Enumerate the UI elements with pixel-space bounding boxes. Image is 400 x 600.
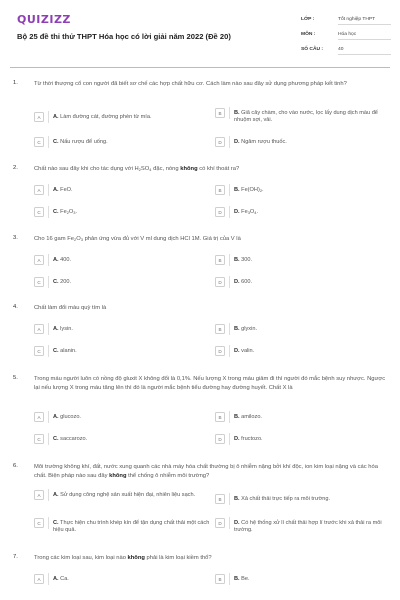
option-value-mid: O bbox=[249, 208, 255, 215]
header bbox=[0, 0, 400, 66]
question-text-part: Môi trường không khí, đất, nước xung quanh các nhà máy hóa chất thường bị ô nhiễm nặng bởi khí độc, ion kim loại nặng và các hóa chất. Biện pháp nào sau đây bbox=[34, 464, 378, 479]
option-d[interactable] bbox=[215, 434, 390, 445]
question-text bbox=[34, 304, 386, 313]
quizizz-logo: QUIZIZZ bbox=[17, 13, 71, 26]
option-separator bbox=[229, 184, 230, 196]
option-value: Ca. bbox=[60, 575, 69, 582]
option-text bbox=[234, 494, 330, 503]
header-divider bbox=[10, 67, 390, 68]
question-number: 4. bbox=[13, 304, 18, 310]
option-label: D. bbox=[234, 435, 240, 442]
option-d[interactable] bbox=[215, 518, 390, 534]
option-d[interactable] bbox=[215, 277, 390, 288]
option-text bbox=[53, 324, 73, 333]
option-value: Làm đường cát, đường phèn từ mía. bbox=[60, 113, 152, 120]
option-text bbox=[234, 434, 263, 443]
option-letter-box: B bbox=[215, 185, 225, 195]
option-value: FeO. bbox=[60, 186, 73, 193]
option-separator bbox=[229, 206, 230, 218]
question-text bbox=[34, 80, 386, 89]
option-b[interactable] bbox=[215, 185, 390, 196]
option-c[interactable] bbox=[34, 518, 214, 534]
meta-row-subject bbox=[301, 27, 391, 42]
option-text bbox=[234, 277, 252, 286]
option-value: Giã cây chàm, cho vào nước, lọc lấy dung dịch màu để nhuộm sợi, vải. bbox=[234, 109, 378, 123]
emphasis: không bbox=[109, 472, 127, 479]
option-separator bbox=[48, 573, 49, 585]
option-text bbox=[234, 346, 254, 355]
option-letter-box: A bbox=[34, 574, 44, 584]
page-title: Bộ 25 đề thi thử THPT Hóa học có lời giải năm 2022 (Đề 20) bbox=[17, 32, 231, 41]
question-text bbox=[34, 235, 386, 244]
subscript: 2 bbox=[66, 209, 69, 215]
meta-value: Tốt nghiệp THPT bbox=[338, 14, 391, 25]
question-text-part: đặc, nóng bbox=[151, 166, 181, 172]
option-value: saccarozo. bbox=[60, 435, 88, 442]
option-letter-box: A bbox=[34, 255, 44, 265]
option-text bbox=[234, 518, 390, 534]
option-separator bbox=[229, 136, 230, 148]
question-text-part: Chất nào sau đây khi cho tác dụng với H bbox=[34, 166, 139, 172]
option-text bbox=[53, 346, 77, 355]
option-separator bbox=[48, 206, 49, 218]
option-value: Xả chất thải trực tiếp ra môi trường. bbox=[241, 495, 331, 502]
option-separator bbox=[48, 433, 49, 445]
question-number: 3. bbox=[13, 235, 18, 241]
option-text bbox=[53, 255, 71, 264]
option-a[interactable] bbox=[34, 490, 214, 501]
option-value: Be. bbox=[241, 575, 250, 582]
option-text bbox=[234, 574, 250, 583]
option-text bbox=[53, 185, 73, 194]
option-text bbox=[234, 324, 257, 333]
option-c[interactable] bbox=[34, 346, 184, 357]
emphasis: không bbox=[180, 166, 198, 172]
option-b[interactable] bbox=[215, 494, 390, 505]
meta-row-count bbox=[301, 42, 391, 57]
option-c[interactable] bbox=[34, 434, 184, 445]
option-text bbox=[53, 207, 77, 216]
option-value: glyxin. bbox=[241, 325, 258, 332]
option-separator bbox=[229, 411, 230, 423]
option-letter-box: A bbox=[34, 412, 44, 422]
option-label: A. bbox=[53, 491, 59, 498]
option-letter-box: B bbox=[215, 412, 225, 422]
subscript: 3 bbox=[80, 237, 83, 242]
option-d[interactable] bbox=[215, 346, 390, 357]
option-label: C. bbox=[53, 138, 59, 145]
option-separator bbox=[229, 107, 230, 119]
option-label: C. bbox=[53, 278, 59, 285]
option-separator bbox=[48, 323, 49, 335]
option-value: glucozo. bbox=[60, 413, 81, 420]
option-label: A. bbox=[53, 186, 59, 193]
option-label: D. bbox=[234, 278, 240, 285]
option-letter-box: A bbox=[34, 324, 44, 334]
question-text-part: SO bbox=[140, 166, 150, 172]
option-label: A. bbox=[53, 113, 59, 120]
question-number: 1. bbox=[13, 80, 18, 86]
option-a[interactable] bbox=[34, 255, 184, 266]
option-b[interactable] bbox=[215, 255, 390, 266]
option-letter-box: D bbox=[215, 346, 225, 356]
option-separator bbox=[229, 345, 230, 357]
option-d[interactable] bbox=[215, 207, 390, 218]
option-label: B. bbox=[234, 186, 240, 193]
option-value: valin. bbox=[241, 347, 255, 354]
option-text bbox=[53, 434, 87, 443]
option-letter-box: D bbox=[215, 277, 225, 287]
option-label: D. bbox=[234, 519, 240, 526]
option-text bbox=[53, 518, 214, 534]
option-a[interactable] bbox=[34, 185, 184, 196]
subscript: 2 bbox=[138, 167, 141, 172]
option-separator bbox=[48, 136, 49, 148]
option-text bbox=[234, 207, 258, 216]
option-separator bbox=[229, 573, 230, 585]
question-text-part: O bbox=[76, 236, 81, 242]
option-value: Nấu rượu để uống. bbox=[60, 138, 108, 145]
option-label: C. bbox=[53, 347, 59, 354]
option-value: 600. bbox=[241, 278, 253, 285]
option-c[interactable] bbox=[34, 207, 184, 218]
question-text-part: thể chống ô nhiễm môi trường? bbox=[126, 472, 210, 479]
option-separator bbox=[48, 276, 49, 288]
option-label: D. bbox=[234, 138, 240, 145]
option-value: amilozo. bbox=[241, 413, 262, 420]
option-letter-box: A bbox=[34, 490, 44, 500]
option-separator bbox=[48, 489, 49, 501]
option-separator bbox=[48, 111, 49, 123]
emphasis: không bbox=[127, 555, 145, 561]
option-value: Fe bbox=[241, 208, 248, 215]
option-value: alanin. bbox=[60, 347, 77, 354]
option-value: lysin. bbox=[60, 325, 73, 332]
option-separator bbox=[229, 433, 230, 445]
option-value-tail: . bbox=[75, 208, 78, 215]
option-letter-box: B bbox=[215, 108, 225, 118]
option-letter-box: B bbox=[215, 255, 225, 265]
option-label: D. bbox=[234, 208, 240, 215]
option-label: B. bbox=[234, 495, 240, 502]
question-text-part: Cho 16 gam Fe bbox=[34, 236, 74, 242]
question-text-part: phải là kim loại kiềm thổ? bbox=[144, 555, 212, 561]
option-text bbox=[53, 137, 108, 146]
option-label: C. bbox=[53, 435, 59, 442]
question-text-part: Chất làm đổi màu quỳ tím là bbox=[34, 305, 107, 311]
option-separator bbox=[48, 345, 49, 357]
subscript: 4 bbox=[254, 209, 257, 215]
question-text-part: phản ứng vừa đủ với V ml dung dịch HCl 1M. Giá trị của V là bbox=[82, 236, 241, 242]
option-text bbox=[53, 112, 152, 121]
option-b[interactable] bbox=[215, 108, 390, 124]
option-separator bbox=[229, 517, 230, 529]
option-letter-box: B bbox=[215, 494, 225, 504]
option-value: Có hệ thống xử lí chất thải hợp lí trước khi xả thải ra môi trường. bbox=[234, 519, 382, 533]
option-b[interactable] bbox=[215, 324, 390, 335]
option-value: Fe bbox=[60, 208, 67, 215]
question-text-part: Từ thời thượng cổ con người đã biết sơ chế các hợp chất hữu cơ. Cách làm nào sau đây sử dụng phương pháp kết tinh? bbox=[34, 81, 347, 87]
option-value: 400. bbox=[60, 256, 72, 263]
question-number: 7. bbox=[13, 554, 18, 560]
option-value: Sử dụng công nghệ sản xuất hiện đại, nhiên liệu sạch. bbox=[60, 491, 196, 498]
option-a[interactable] bbox=[34, 574, 184, 585]
question-text-part: Trong các kim loại sau, kim loại nào bbox=[34, 555, 128, 561]
option-separator bbox=[48, 517, 49, 529]
option-text bbox=[234, 412, 262, 421]
option-text bbox=[53, 574, 69, 583]
option-letter-box: B bbox=[215, 324, 225, 334]
question-text bbox=[34, 554, 386, 563]
option-letter-box: B bbox=[215, 574, 225, 584]
option-c[interactable] bbox=[34, 137, 184, 148]
option-value: Fe(OH) bbox=[241, 186, 260, 193]
meta-value: Hóa học bbox=[338, 29, 391, 40]
option-label: D. bbox=[234, 347, 240, 354]
meta-panel bbox=[301, 12, 391, 57]
meta-row-class bbox=[301, 12, 391, 27]
option-value-tail: . bbox=[262, 186, 264, 193]
option-letter-box: D bbox=[215, 518, 225, 528]
option-label: B. bbox=[234, 325, 240, 332]
option-value: Ngâm rượu thuốc. bbox=[241, 138, 287, 145]
option-letter-box: C bbox=[34, 277, 44, 287]
option-d[interactable] bbox=[215, 137, 390, 148]
option-letter-box: D bbox=[215, 207, 225, 217]
option-value-tail: . bbox=[256, 208, 259, 215]
option-text bbox=[234, 185, 264, 194]
option-a[interactable] bbox=[34, 112, 184, 123]
option-label: B. bbox=[234, 413, 240, 420]
option-separator bbox=[229, 276, 230, 288]
question-number: 5. bbox=[13, 375, 18, 381]
option-letter-box: D bbox=[215, 434, 225, 444]
option-value: Thực hiện chu trình khép kín để tận dụng chất thải một cách hiệu quả. bbox=[53, 519, 210, 533]
option-label: C. bbox=[53, 208, 59, 215]
option-label: B. bbox=[234, 575, 240, 582]
option-c[interactable] bbox=[34, 277, 184, 288]
option-value: 300. bbox=[241, 256, 253, 263]
question-text bbox=[34, 165, 386, 174]
subscript: 4 bbox=[149, 167, 152, 172]
option-value: fructozo. bbox=[241, 435, 263, 442]
option-separator bbox=[48, 254, 49, 266]
option-text bbox=[53, 277, 71, 286]
option-label: B. bbox=[234, 256, 240, 263]
option-text bbox=[53, 490, 195, 499]
meta-key: MÔN : bbox=[301, 32, 316, 37]
option-letter-box: C bbox=[34, 137, 44, 147]
option-text bbox=[234, 137, 287, 146]
option-label: A. bbox=[53, 256, 59, 263]
option-letter-box: A bbox=[34, 112, 44, 122]
question-number: 2. bbox=[13, 165, 18, 171]
option-letter-box: C bbox=[34, 346, 44, 356]
question-text-part: Trong máu người luôn có nồng độ gluxit X không đổi là 0,1%. Nếu lượng X trong máu giảm đi thì người đó mắc bệnh suy nhược. Ngược lại nếu lượng X trong máu tăng lên thì đó là người mắc bệnh tiểu đường hay đường huyết. Chất X là bbox=[34, 376, 386, 391]
option-separator bbox=[48, 411, 49, 423]
option-a[interactable] bbox=[34, 324, 184, 335]
option-label: C. bbox=[53, 519, 59, 526]
option-b[interactable] bbox=[215, 574, 390, 585]
question-number: 6. bbox=[13, 463, 18, 469]
option-letter-box: C bbox=[34, 518, 44, 528]
subscript: 3 bbox=[73, 209, 76, 215]
option-value: 200. bbox=[60, 278, 72, 285]
subscript: 2 bbox=[259, 187, 263, 193]
option-label: A. bbox=[53, 575, 59, 582]
option-separator bbox=[229, 493, 230, 505]
option-letter-box: D bbox=[215, 137, 225, 147]
option-letter-box: C bbox=[34, 434, 44, 444]
option-letter-box: A bbox=[34, 185, 44, 195]
question-text-part: có khí thoát ra? bbox=[197, 166, 240, 172]
question-text bbox=[34, 463, 386, 480]
option-text bbox=[53, 412, 81, 421]
option-label: A. bbox=[53, 325, 59, 332]
option-letter-box: C bbox=[34, 207, 44, 217]
option-separator bbox=[48, 184, 49, 196]
option-separator bbox=[229, 254, 230, 266]
option-b[interactable] bbox=[215, 412, 390, 423]
meta-key: SỐ CÂU : bbox=[301, 47, 324, 52]
meta-key: LỚP : bbox=[301, 17, 315, 22]
option-a[interactable] bbox=[34, 412, 184, 423]
subscript: 3 bbox=[247, 209, 250, 215]
option-text bbox=[234, 108, 390, 124]
question-text bbox=[34, 375, 386, 392]
subscript: 2 bbox=[73, 237, 77, 242]
option-value-mid: O bbox=[68, 208, 74, 215]
meta-value: 40 bbox=[338, 44, 391, 55]
option-text bbox=[234, 255, 252, 264]
option-separator bbox=[229, 323, 230, 335]
option-label: B. bbox=[234, 109, 240, 116]
option-label: A. bbox=[53, 413, 59, 420]
